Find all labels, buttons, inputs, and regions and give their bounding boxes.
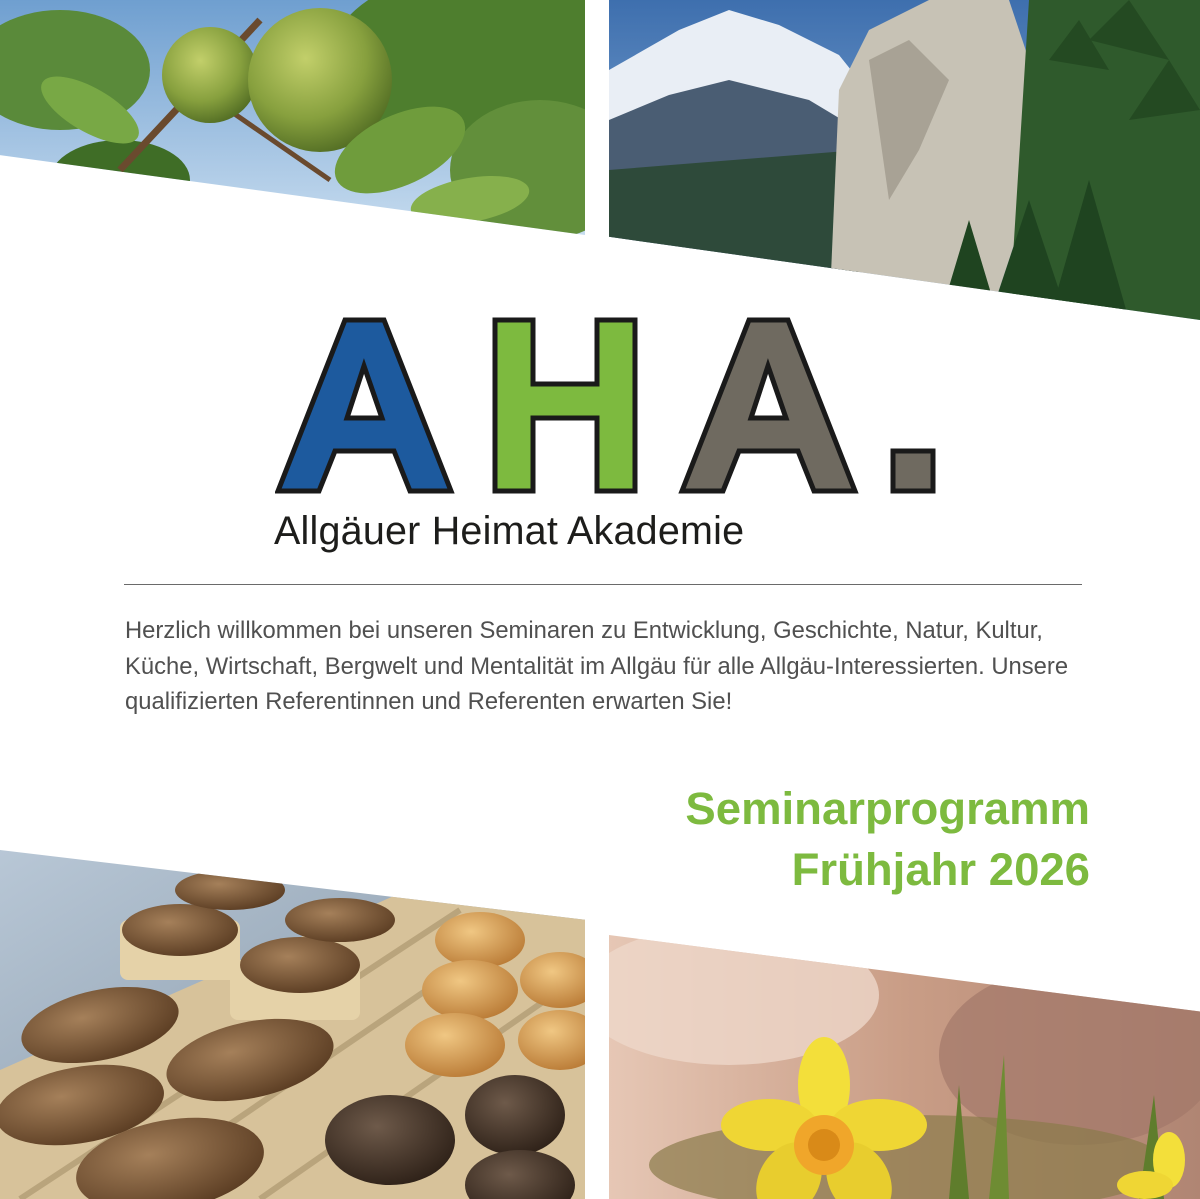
academy-name: Allgäuer Heimat Akademie [274, 509, 745, 553]
daffodil-photo [609, 935, 1200, 1199]
program-title-line-1: Seminarprogramm [685, 783, 1090, 834]
bread-photo [0, 850, 585, 1199]
program-title [685, 778, 1090, 900]
divider [124, 584, 1082, 585]
program-title-line-2: Frühjahr 2026 [791, 844, 1090, 895]
apple-tree-photo [0, 0, 585, 235]
intro-text: Herzlich willkommen bei unseren Seminaren zu Entwicklung, Geschichte, Natur, Kultur, Küche, Wirtschaft, Bergwelt und Mentalität im Allgäu für alle Allgäu-Interessierten. Unsere qualifizierten Referentinnen und Referenten erwarten Sie! [125, 617, 1069, 715]
logo-dot [893, 451, 933, 491]
logo-letter-h-green [495, 320, 635, 491]
mountain-photo [609, 0, 1200, 320]
logo-letter-a-blue [278, 320, 451, 491]
logo-letter-a-gray [682, 320, 855, 491]
aha-logo [275, 314, 940, 494]
